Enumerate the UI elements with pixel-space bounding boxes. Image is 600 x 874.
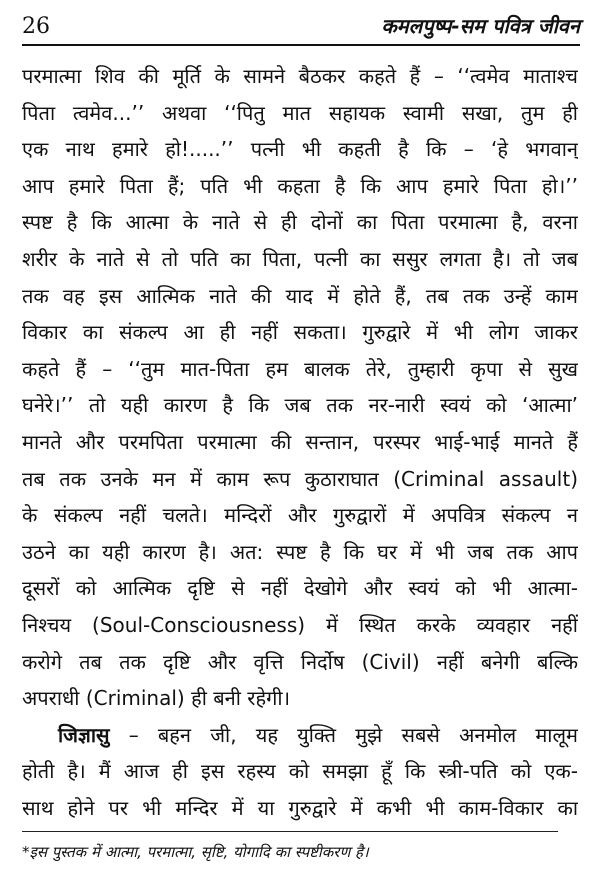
running-title: कमलपुष्प-सम पवित्र जीवन xyxy=(381,14,580,38)
text-line: कहते हैं – ‘‘तुम मात-पिता हम बालक तेरे, तुम्हारी कृपा से सुख xyxy=(22,356,578,381)
text-line: तक वह इस आत्मिक नाते की याद में होते हैं, तब तक उन्हें काम xyxy=(22,283,578,308)
body-text xyxy=(22,58,578,826)
text-line: पिता त्वमेव...’’ अथवा ‘‘पितु मात सहायक स्वामी सखा, तुम ही xyxy=(22,100,578,125)
page-number: 26 xyxy=(22,14,50,39)
footnote-rule xyxy=(22,831,558,832)
text-line: आप हमारे पिता हैं; पति भी कहता है कि आप हमारे पिता हो।’’ xyxy=(22,173,578,198)
paragraph-end-line: अपराधी (Criminal) ही बनी रहेगी। xyxy=(22,686,291,711)
dialogue-first-line xyxy=(22,717,578,754)
text-line: घनेरे।’’ तो यही कारण है कि जब तक नर-नारी स्वयं को ‘आत्मा’ xyxy=(22,393,578,418)
text-line: एक नाथ हमारे हो!.....’’ पत्नी भी कहती है कि – ‘हे भगवान् xyxy=(22,137,578,162)
text-line: साथ होने पर भी मन्दिर में या गुरुद्वारे में कभी भी काम-विकार का xyxy=(22,795,578,820)
speaker-label: जिज्ञासु xyxy=(58,722,110,747)
text-line: मानते और परमपिता परमात्मा की सन्तान, परस्पर भाई-भाई मानते हैं xyxy=(22,429,578,454)
text-line: तब तक उनके मन में काम रूप कुठाराघात (Criminal assault) xyxy=(22,466,578,491)
text-line: परमात्मा शिव की मूर्ति के सामने बैठकर कहते हैं – ‘‘त्वमेव माताश्च xyxy=(22,64,578,88)
dialogue-text: – बहन जी, यह युक्ति मुझे सबसे अनमोल मालूम xyxy=(109,722,578,747)
text-line: उठने का यही कारण है। अत: स्पष्ट है कि घर में भी जब तक आप xyxy=(22,539,578,564)
text-line: स्पष्ट है कि आत्मा के नाते से ही दोनों का पिता परमात्मा है, वरना xyxy=(22,210,578,235)
header-rule xyxy=(22,44,580,46)
text-line: के संकल्प नहीं चलते। मन्दिरों और गुरुद्वारों में अपवित्र संकल्प न xyxy=(22,503,578,528)
text-line: विकार का संकल्प आ ही नहीं सकता। गुरुद्वारे में भी लोग जाकर xyxy=(22,320,578,345)
text-line: निश्चय (Soul-Consciousness) में स्थित करके व्यवहार नहीं xyxy=(22,612,578,637)
text-line: दूसरों को आत्मिक दृष्टि से नहीं देखोगे और स्वयं को भी आत्मा- xyxy=(22,576,578,601)
text-line: होती है। मैं आज ही इस रहस्य को समझा हूँ कि स्त्री-पति को एक- xyxy=(22,759,578,784)
text-line: शरीर के नाते से तो पति का पिता, पत्नी का ससुर लगता है। तो जब xyxy=(22,246,578,271)
page-header xyxy=(22,2,580,38)
text-line: करोगे तब तक दृष्टि और वृत्ति निर्दोष (Civil) नहीं बनेगी बल्कि xyxy=(22,649,578,674)
footnote: *इस पुस्तक में आत्मा, परमात्मा, सृष्टि, योगादि का स्पष्टीकरण है। xyxy=(22,843,369,861)
